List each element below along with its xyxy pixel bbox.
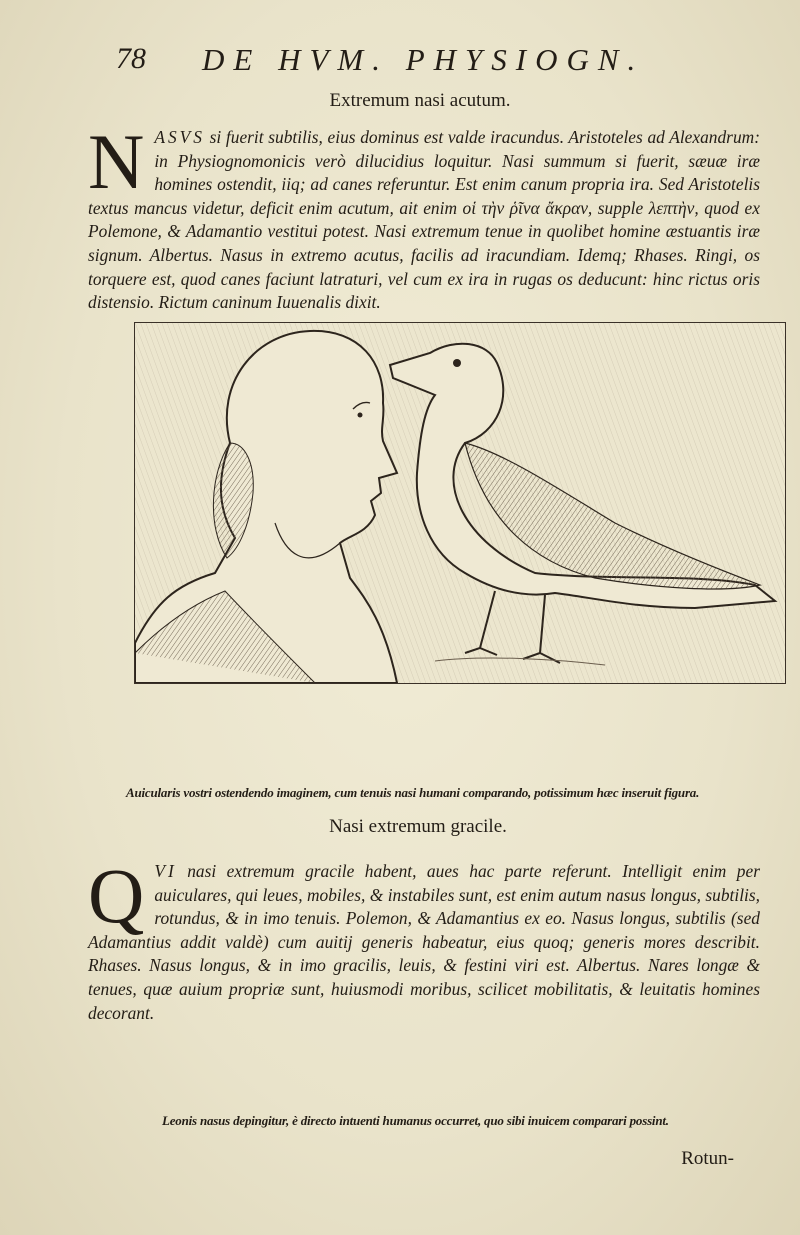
- running-title: DE HVM. PHYSIOGN.: [202, 42, 645, 77]
- section-heading-acute-nose: Extremum nasi acutum.: [329, 90, 511, 111]
- engraving-man-and-bird: [134, 322, 786, 684]
- paragraph-acute-nose: [88, 118, 760, 315]
- page-number: 78: [116, 42, 146, 75]
- first-word: VI: [154, 861, 177, 881]
- section-heading-gracile-nose: Nasi extremum gracile.: [329, 816, 507, 837]
- paragraph-text: si fuerit subtilis, eius dominus est valde iracundus. Aristoteles ad Alexandrum: in Physiognomonicis verò dilucidius loquitur. Nasi summum si fuerit, sæuæ iræ homines ostendit, iiq; ad canes referuntur. Est enim canum propria ira. Sed Aristotelis textus mancus videtur, deficit enim acutum, ait enim οἱ τὴν ῥῖνα ἄκραν, supple λεπτὴν, quod ex Polemone, & Adamantio vestitui potest. Nasi extremum tenue in quolibet homine æstuantis iræ signum. Albertus. Nasus in extremo acutus, facilis ad iracundiam. Idemq; Rhases. Ringi, os torquere est, quod canes faciunt latraturi, vel cum ex ira in rugas os deducunt: hinc rictus oris distensio. Rictum caninum Iuuenalis dixit.: [88, 127, 760, 313]
- page-header: [110, 42, 670, 82]
- first-word: ASVS: [154, 127, 205, 147]
- paragraph-gracile-nose: [88, 852, 760, 1025]
- figure-caption-bird: Auicularis vostri ostendendo imaginem, cum tenuis nasi humani comparando, potissimum hæc inseruit figura.: [126, 785, 700, 800]
- catchword: Rotun-: [681, 1148, 734, 1169]
- paragraph-text: nasi extremum gracile habent, aues hac parte referunt. Intelligit enim per auiculares, qui leues, mobiles, & instabiles sunt, est enim autum nasus longus, subtilis, rotundus, & in imo tenuis. Polemon, & Adamantius ex eo. Nasus longus, subtilis (sed Adamantius addit valdè) cum auitij generis habeatur, eius quoq; generis mores describit. Rhases. Nasus longus, & in imo gracilis, leuis, & festini viri est. Albertus. Nares longæ & tenues, quæ auium propriæ sunt, huiusmodi moribus, scilicet mobilitatis, & leuitatis homines decorant.: [88, 861, 760, 1023]
- figure-caption-lion: Leonis nasus depingitur, è directo intuenti humanus occurret, quo sibi inuicem comparari possint.: [162, 1113, 669, 1128]
- drop-capital: N: [88, 118, 145, 205]
- drop-capital: Q: [88, 852, 145, 939]
